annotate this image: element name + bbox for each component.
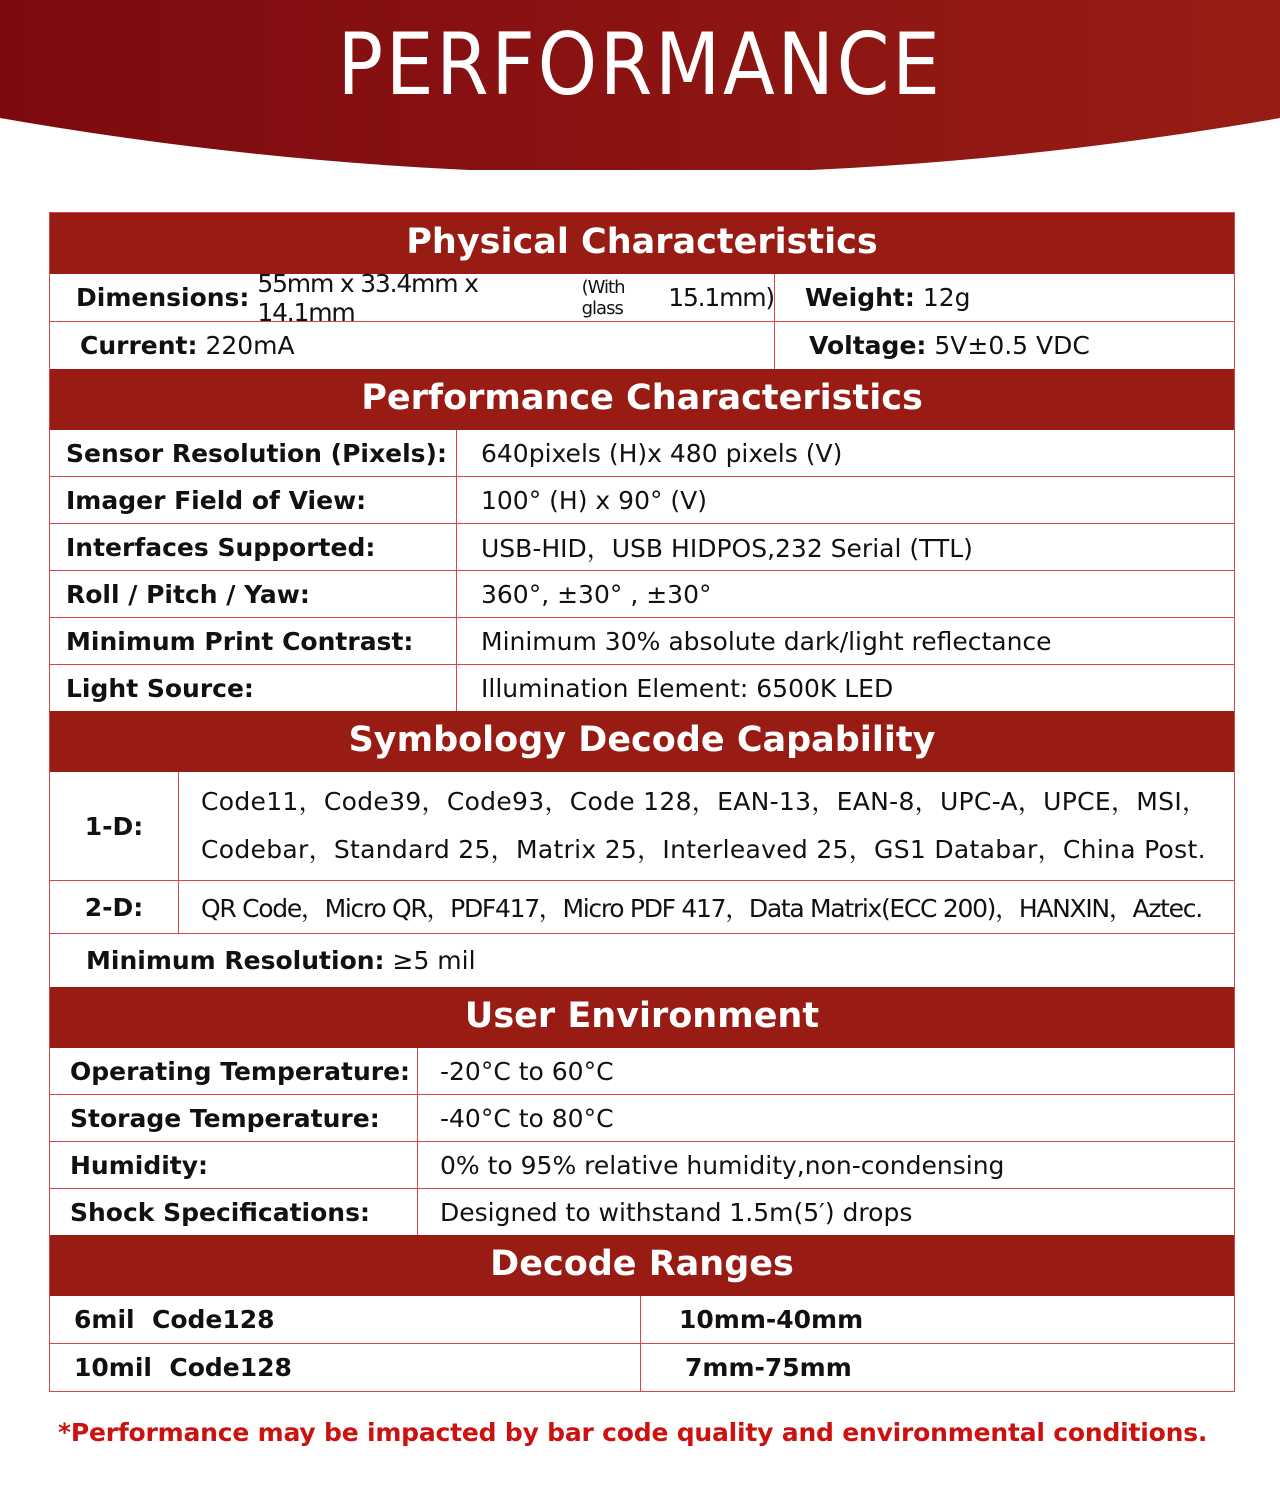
section-title: Symbology Decode Capability	[50, 711, 1234, 772]
row-label: Light Source:	[66, 673, 254, 703]
decode-ranges-section	[50, 1235, 1234, 1391]
row-label: Storage Temperature:	[70, 1103, 380, 1133]
row-value: Minimum 30% absolute dark/light reflectance	[456, 618, 1234, 664]
weight-value: 12g	[922, 283, 971, 312]
table-row	[50, 772, 1234, 880]
section-title: User Environment	[50, 987, 1234, 1048]
table-row	[50, 1048, 1234, 1094]
row-value: 100° (H) x 90° (V)	[456, 477, 1234, 523]
dimensions-cell	[50, 268, 774, 327]
one-d-line: Codebar，Standard 25，Matrix 25，Interleaved 25，GS1 Databar，China Post.	[201, 835, 1206, 864]
table-row	[50, 880, 1234, 933]
hero-banner	[0, 0, 1280, 170]
footnote: *Performance may be impacted by bar code quality and environmental conditions.	[58, 1418, 1208, 1447]
row-label: Humidity:	[70, 1150, 209, 1180]
one-d-label: 1-D:	[84, 811, 144, 841]
row-value: Designed to withstand 1.5m(5′) drops	[417, 1189, 1234, 1235]
table-row	[50, 523, 1234, 570]
table-row	[50, 664, 1234, 711]
row-value: 360°, ±30° , ±30°	[456, 571, 1234, 617]
one-d-value	[178, 772, 1234, 880]
one-d-line: Code11，Code39，Code93，Code 128，EAN-13，EAN-8，UPC-A，UPCE，MSI，	[201, 787, 1208, 816]
row-label: Imager Field of View:	[66, 485, 367, 515]
performance-section	[50, 369, 1234, 711]
two-d-label: 2-D:	[84, 892, 144, 922]
min-resolution-label: Minimum Resolution:	[86, 946, 385, 975]
table-row	[50, 1094, 1234, 1141]
row-value: 10mm-40mm	[640, 1296, 1234, 1343]
min-resolution-cell	[50, 934, 476, 987]
section-title: Performance Characteristics	[50, 369, 1234, 430]
row-value: 7mm-75mm	[640, 1344, 1234, 1391]
page-title: PERFORMANCE	[337, 15, 943, 115]
table-row	[50, 1188, 1234, 1235]
spec-table	[49, 212, 1235, 1392]
current-value: 220mA	[205, 331, 295, 360]
weight-label: Weight:	[805, 283, 915, 312]
table-row	[50, 1141, 1234, 1188]
voltage-cell	[774, 322, 1234, 369]
section-title: Decode Ranges	[50, 1235, 1234, 1296]
row-value: 640pixels (H)x 480 pixels (V)	[456, 430, 1234, 476]
symbology-section	[50, 711, 1234, 987]
table-row	[50, 1296, 1234, 1343]
dimensions-note-value: 15.1mm)	[668, 283, 774, 312]
table-row	[50, 1343, 1234, 1391]
dimensions-label: Dimensions:	[76, 283, 250, 312]
row-label: Shock Specifications:	[70, 1197, 370, 1227]
row-value: -20°C to 60°C	[417, 1048, 1234, 1094]
voltage-label: Voltage:	[809, 331, 927, 360]
dimensions-value: 55mm x 33.4mm x 14.1mm	[257, 268, 478, 327]
environment-section	[50, 987, 1234, 1235]
table-row	[50, 617, 1234, 664]
table-row	[50, 933, 1234, 987]
weight-cell	[774, 274, 1234, 321]
row-value: 0% to 95% relative humidity,non-condensing	[417, 1142, 1234, 1188]
table-row	[50, 476, 1234, 523]
row-label: 6mil Code128	[74, 1305, 275, 1334]
dimensions-note-prefix: (With glass	[581, 276, 625, 319]
table-row	[50, 570, 1234, 617]
row-value: Illumination Element: 6500K LED	[456, 665, 1234, 711]
voltage-value: 5V±0.5 VDC	[934, 331, 1090, 360]
min-resolution-value: ≥5 mil	[392, 946, 476, 975]
table-row	[50, 430, 1234, 476]
row-label: Interfaces Supported:	[66, 532, 376, 562]
table-row	[50, 268, 1234, 327]
physical-section	[50, 213, 1234, 369]
row-label: 10mil Code128	[74, 1353, 292, 1382]
row-label: Roll / Pitch / Yaw:	[66, 579, 310, 609]
section-title: Physical Characteristics	[50, 213, 1234, 274]
current-cell	[50, 322, 774, 369]
row-value: USB-HID，USB HIDPOS,232 Serial (TTL)	[456, 524, 1234, 570]
table-row	[50, 321, 1234, 369]
row-value: -40°C to 80°C	[417, 1095, 1234, 1141]
current-label: Current:	[80, 331, 198, 360]
row-label: Sensor Resolution (Pixels):	[66, 438, 447, 468]
two-d-value: QR Code，Micro QR，PDF417，Micro PDF 417，Data Matrix(ECC 200)，HANXIN，Aztec.	[178, 881, 1234, 933]
row-label: Minimum Print Contrast:	[66, 626, 414, 656]
row-label: Operating Temperature:	[70, 1056, 411, 1086]
